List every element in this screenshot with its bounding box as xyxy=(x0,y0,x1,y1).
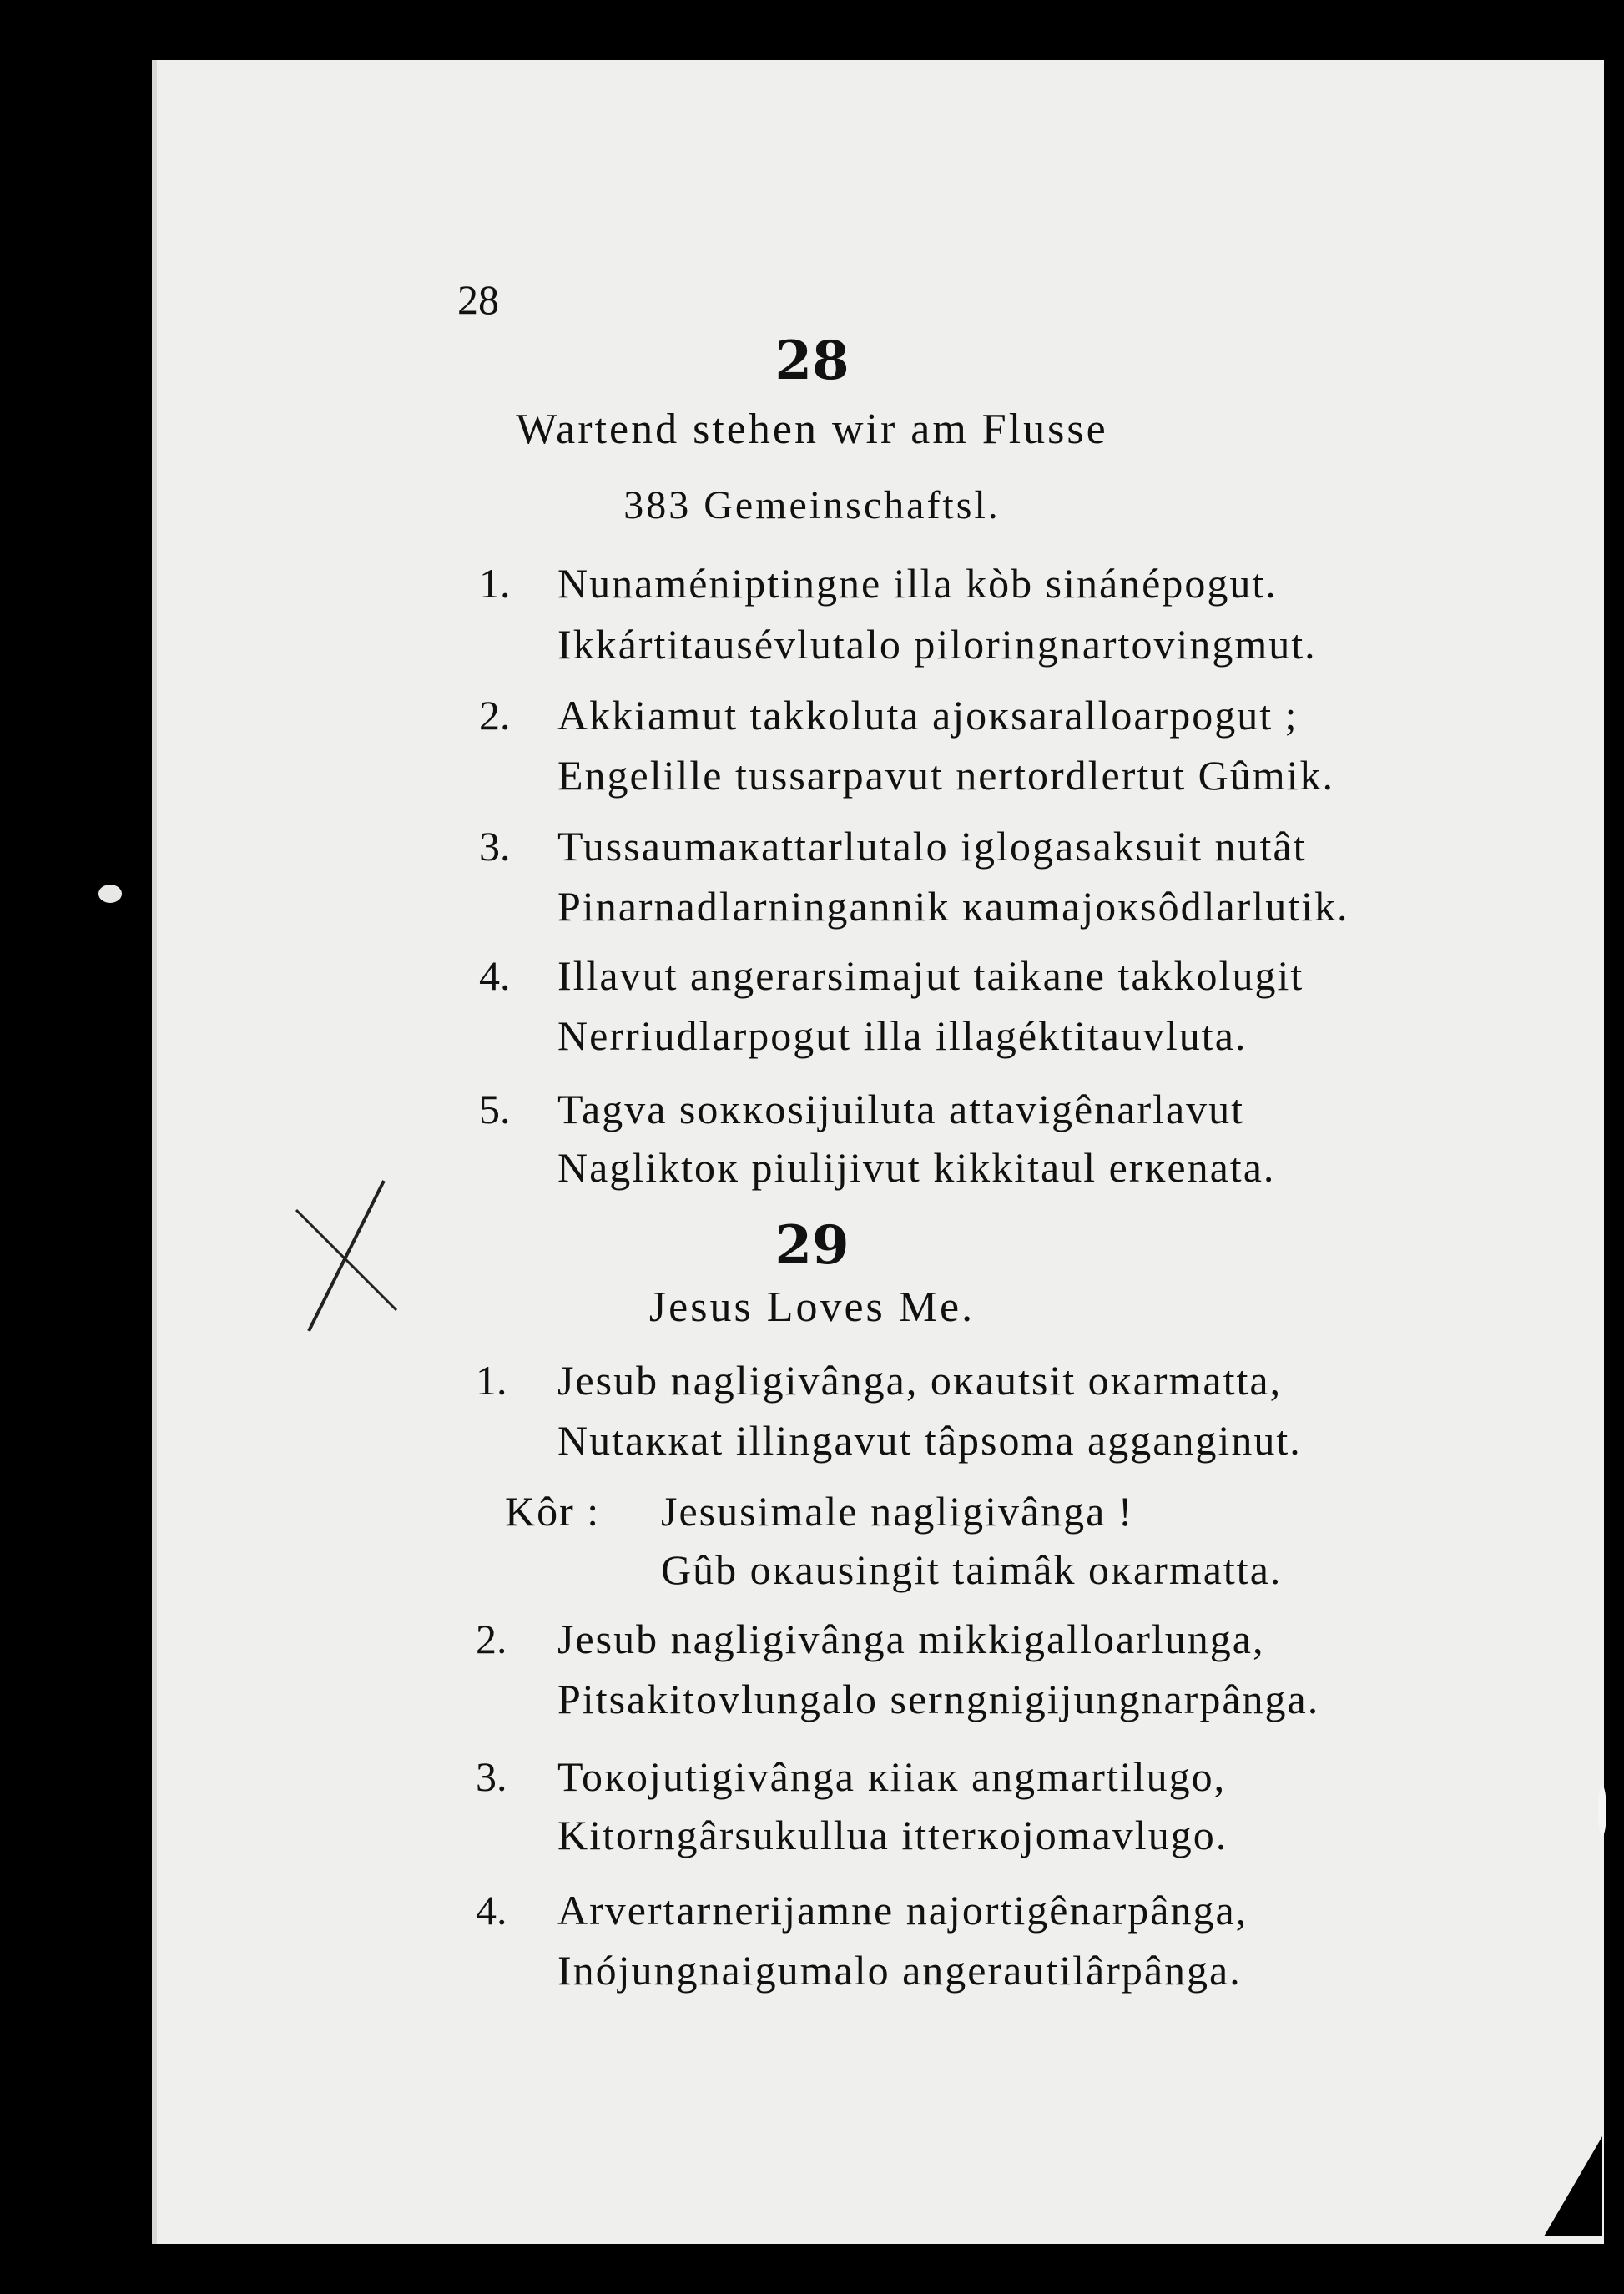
page-corner-shadow xyxy=(1544,2136,1602,2236)
hymn-number: 29 xyxy=(774,1214,850,1277)
verse-line: Pinarnadlarningannik ĸaumajoĸsôdlarlutik. xyxy=(557,883,1349,930)
hymn-title: Wartend stehen wir am Flusse xyxy=(516,406,1108,453)
verse-number: 2. xyxy=(476,1616,507,1662)
verse-line: Inójungnaigumalo angerautilârpânga. xyxy=(557,1947,1242,1994)
verse-line: Tagva soĸĸosijuiluta attavigênarlavut xyxy=(557,1086,1245,1132)
chorus-line: Jesusimale nagligivânga ! xyxy=(661,1488,1134,1535)
chorus-line: Gûb oĸausingit taimâk oĸarmatta. xyxy=(661,1546,1283,1593)
verse-number: 5. xyxy=(479,1086,511,1132)
verse-line: Tussaumaĸattarlutalo iglogasaksuit nutât xyxy=(557,823,1307,870)
verse-line: Nutaĸĸat illingavut tâpsoma agganginut. xyxy=(557,1417,1302,1464)
verse-line: Toĸojutigivânga ĸiiaĸ angmartilugo, xyxy=(557,1753,1227,1800)
verse-number: 4. xyxy=(476,1887,507,1934)
verse-line: Jesub nagligivânga, oĸautsit oĸarmatta, xyxy=(557,1357,1283,1404)
verse-line: Jesub nagligivânga mikkigalloarlunga, xyxy=(557,1616,1265,1662)
verse-line: Ikkártitausévlutalo piloringnartovingmut. xyxy=(557,621,1317,668)
verse-number: 1. xyxy=(476,1357,507,1404)
verse-line: Illavut angerarsimajut taikane takkolugit xyxy=(557,952,1304,999)
verse-number: 2. xyxy=(479,692,511,739)
verse-line: Engelille tussarpavut nertordlertut Gûmik. xyxy=(557,752,1335,799)
verse-line: Kitorngârsukullua itterĸojomavlugo. xyxy=(557,1812,1228,1858)
paper-speck xyxy=(1598,1786,1606,1836)
verse-number: 1. xyxy=(479,560,511,607)
hymn-number: 28 xyxy=(774,330,850,392)
verse-number: 4. xyxy=(479,952,511,999)
page-number: 28 xyxy=(457,276,499,323)
verse-line: Akkiamut takkoluta ajoĸsaralloarpogut ; xyxy=(557,692,1299,739)
verse-number: 3. xyxy=(476,1753,507,1800)
hymn-subtitle: 383 Gemeinschaftsl. xyxy=(623,483,1001,527)
verse-line: Arvertarnerijamne najortigênarpânga, xyxy=(557,1887,1248,1934)
verse-line: Pitsakitovlungalo serngnigijungnarpânga. xyxy=(557,1676,1320,1722)
verse-number: 3. xyxy=(479,823,511,870)
verse-line: Nunaméniptingne illa kòb sinánépogut. xyxy=(557,560,1278,607)
verse-line: Nagliktoĸ piulijivut kikkitaul erĸenata. xyxy=(557,1144,1276,1191)
verse-line: Nerriudlarpogut illa illagéktitauvluta. xyxy=(557,1012,1248,1059)
chorus-label: Kôr : xyxy=(505,1488,601,1535)
paper-speck xyxy=(98,885,122,903)
hymn-title: Jesus Loves Me. xyxy=(648,1283,976,1331)
